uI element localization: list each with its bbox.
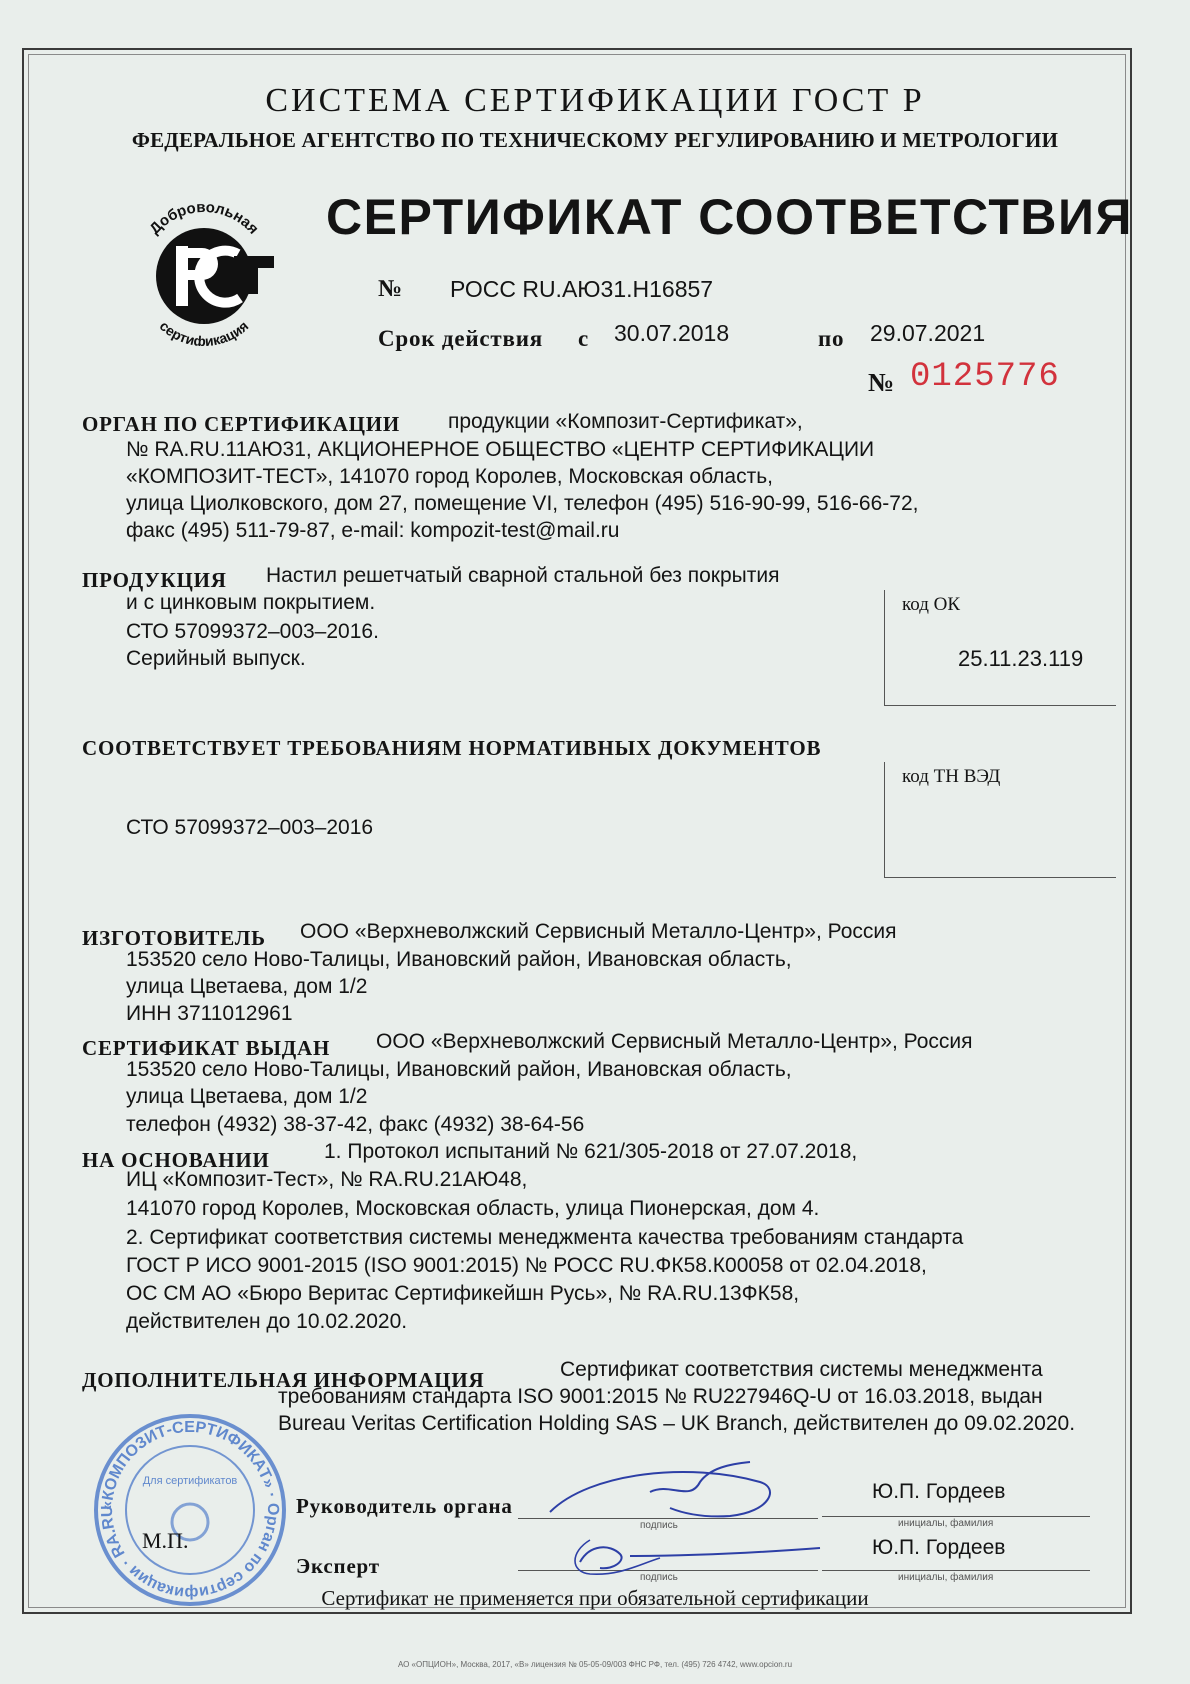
cert-body-line: факс (495) 511-79-87, e-mail: kompozit-test@mail.ru: [126, 519, 620, 542]
certificate-number: РОСС RU.АЮ31.Н16857: [450, 276, 714, 302]
rst-logo: [126, 196, 282, 346]
handwritten-signatures: [530, 1452, 830, 1582]
ok-code-label: код ОК: [902, 594, 961, 615]
system-title: СИСТЕМА СЕРТИФИКАЦИИ ГОСТ Р: [265, 82, 925, 119]
basis-label: НА ОСНОВАНИИ: [82, 1148, 270, 1172]
cert-body-line: продукции «Композит-Сертификат»,: [448, 410, 803, 433]
product-line: Настил решетчатый сварной стальной без покрытия: [266, 564, 780, 587]
issued-to-line: ООО «Верхневолжский Сервисный Металло-Центр», Россия: [376, 1030, 973, 1053]
manufacturer-label: ИЗГОТОВИТЕЛЬ: [82, 926, 266, 950]
head-signatory-label: Руководитель органа: [296, 1494, 513, 1518]
signature-icon: [530, 1452, 830, 1582]
expert-signature-caption: подпись: [640, 1572, 678, 1583]
issued-to-line: телефон (4932) 38-37-42, факс (4932) 38-64-56: [126, 1113, 585, 1136]
stamp-icon: [92, 1412, 288, 1608]
additional-info-line: требованиям стандарта ISO 9001:2015 № RU227946Q-U от 16.03.2018, выдан: [278, 1385, 1043, 1408]
basis-line: 141070 город Королев, Московская область, улица Пионерская, дом 4.: [126, 1197, 820, 1220]
svg-text:«КОМПОЗИТ-СЕРТИФИКАТ» · Орган: «КОМПОЗИТ-СЕРТИФИКАТ» · Орган по сертификации · RA.RU: [98, 1418, 282, 1602]
agency-title: ФЕДЕРАЛЬНОЕ АГЕНТСТВО ПО ТЕХНИЧЕСКОМУ РЕГУЛИРОВАНИЮ И МЕТРОЛОГИИ: [131, 128, 1059, 152]
product-label: ПРОДУКЦИЯ: [82, 568, 227, 592]
product-line: и с цинковым покрытием.: [126, 591, 376, 614]
expert-initials-caption: инициалы, фамилия: [898, 1572, 994, 1583]
basis-line: действителен до 10.02.2020.: [126, 1310, 408, 1333]
product-line: СТО 57099372–003–2016.: [126, 620, 379, 643]
manufacturer-line: улица Цветаева, дом 1/2: [126, 975, 368, 998]
stamp-center-text: Для сертификатов: [142, 1475, 238, 1487]
ok-code-value: 25.11.23.119: [958, 646, 1084, 671]
blank-number-label: №: [868, 368, 895, 397]
basis-line: ОС СМ АО «Бюро Веритас Сертификейшн Русь», № RA.RU.13ФК58,: [126, 1282, 800, 1305]
number-label: №: [378, 276, 403, 302]
conformity-label: СООТВЕТСТВУЕТ ТРЕБОВАНИЯМ НОРМАТИВНЫХ ДОКУМЕНТОВ: [82, 736, 822, 760]
additional-info-label: ДОПОЛНИТЕЛЬНАЯ ИНФОРМАЦИЯ: [82, 1368, 485, 1392]
manufacturer-line: ИНН 3711012961: [126, 1002, 293, 1025]
expert-name: Ю.П. Гордеев: [872, 1536, 1006, 1559]
manufacturer-line: 153520 село Ново-Талицы, Ивановский район, Ивановская область,: [126, 948, 792, 971]
validity-from-label: с: [578, 326, 590, 351]
cert-body-line: улица Циолковского, дом 27, помещение VI, телефон (495) 516-90-99, 516-66-72,: [126, 492, 919, 515]
logo-top-text: Добровольная: [146, 198, 262, 238]
additional-info-line: Bureau Veritas Certification Holding SAS – UK Branch, действителен до 09.02.2020.: [278, 1412, 1076, 1435]
mp-mark: М.П.: [142, 1528, 189, 1553]
expert-label: Эксперт: [296, 1554, 380, 1578]
logo-bottom-text: сертификация: [156, 317, 252, 346]
validity-to-label: по: [818, 326, 845, 351]
expert-name-line: [822, 1570, 1090, 1571]
certificate-title: СЕРТИФИКАТ СООТВЕТСТВИЯ: [326, 189, 1133, 245]
basis-line: 1. Протокол испытаний № 621/305-2018 от 27.07.2018,: [324, 1140, 858, 1163]
footer-notice: Сертификат не применяется при обязательной сертификации: [321, 1586, 869, 1610]
head-signatory-name: Ю.П. Гордеев: [872, 1480, 1006, 1503]
rst-logo-icon: [126, 196, 282, 346]
printer-imprint: АО «ОПЦИОН», Москва, 2017, «В» лицензия № 05-05-09/003 ФНС РФ, тел. (495) 726 4742, www.opcion.ru: [397, 1660, 793, 1669]
conformity-document: СТО 57099372–003–2016: [126, 816, 374, 839]
validity-to-date: 29.07.2021: [870, 320, 986, 346]
cert-body-line: № RA.RU.11АЮ31, АКЦИОНЕРНОЕ ОБЩЕСТВО «ЦЕНТР СЕРТИФИКАЦИИ: [126, 438, 875, 461]
basis-line: ИЦ «Композит-Тест», № RA.RU.21АЮ48,: [126, 1168, 528, 1191]
issued-to-line: 153520 село Ново-Талицы, Ивановский район, Ивановская область,: [126, 1058, 792, 1081]
validity-from-date: 30.07.2018: [614, 320, 730, 346]
organ-stamp: [92, 1412, 288, 1608]
blank-number: 0125776: [910, 358, 1060, 396]
cert-body-line: «КОМПОЗИТ-ТЕСТ», 141070 город Королев, Московская область,: [126, 465, 773, 488]
product-line: Серийный выпуск.: [126, 647, 306, 670]
manufacturer-line: ООО «Верхневолжский Сервисный Металло-Центр», Россия: [300, 920, 897, 943]
issued-to-line: улица Цветаева, дом 1/2: [126, 1085, 368, 1108]
tnved-code-label: код ТН ВЭД: [902, 766, 1001, 787]
head-signature-caption: подпись: [640, 1520, 678, 1531]
additional-info-line: Сертификат соответствия системы менеджмента: [560, 1358, 1043, 1381]
basis-line: 2. Сертификат соответствия системы менеджмента качества требованиям стандарта: [126, 1226, 964, 1249]
validity-label: Срок действия: [378, 326, 544, 351]
cert-body-label: ОРГАН ПО СЕРТИФИКАЦИИ: [82, 412, 401, 436]
head-name-line: [822, 1516, 1090, 1517]
issued-to-label: СЕРТИФИКАТ ВЫДАН: [82, 1036, 331, 1060]
head-initials-caption: инициалы, фамилия: [898, 1518, 994, 1529]
basis-line: ГОСТ Р ИСО 9001-2015 (ISO 9001:2015) № РОСС RU.ФК58.К00058 от 02.04.2018,: [126, 1254, 927, 1277]
